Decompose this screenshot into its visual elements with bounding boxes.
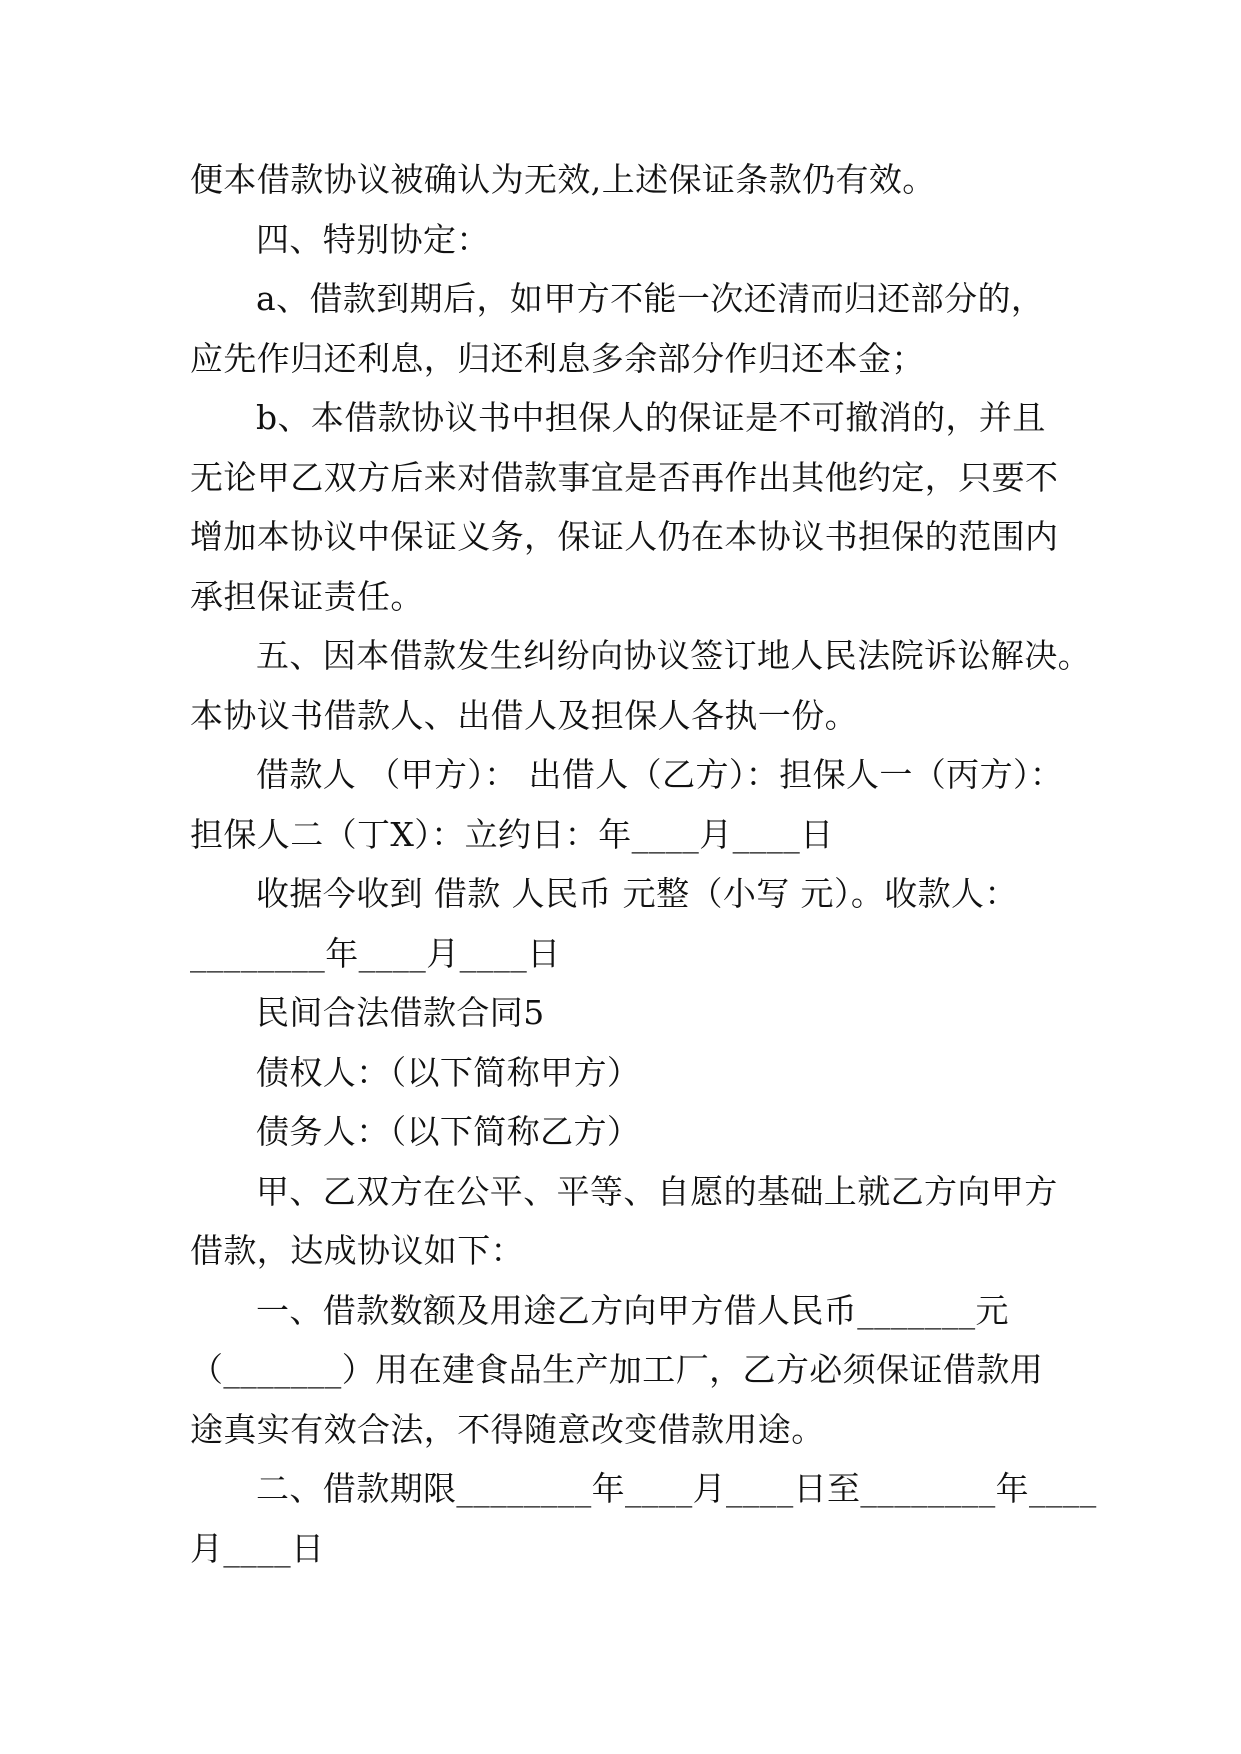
paragraph-line: 月____日 bbox=[190, 1528, 325, 1568]
contract-title: 民间合法借款合同5 bbox=[256, 993, 545, 1032]
paragraph-line: 甲、乙双方在公平、平等、自愿的基础上就乙方向甲方 bbox=[256, 1171, 1058, 1211]
paragraph-line: a、借款到期后，如甲方不能一次还清而归还部分的， bbox=[256, 279, 1045, 318]
receipt-line: 收据今收到 借款 人民币 元整（小写 元）。收款人： bbox=[256, 874, 1018, 913]
debtor-line: 债务人：（以下简称乙方） bbox=[256, 1112, 641, 1151]
paragraph-line: 应先作归还利息，归还利息多余部分作归还本金； bbox=[190, 338, 925, 378]
section-heading: 四、特别协定： bbox=[256, 219, 490, 259]
paragraph-line: 无论甲乙双方后来对借款事宜是否再作出其他约定，只要不 bbox=[190, 457, 1059, 497]
paragraph-line: b、本借款协议书中担保人的保证是不可撤消的，并且 bbox=[256, 398, 1046, 437]
signature-line: 担保人二（丁X）：立约日：年____月____日 bbox=[190, 814, 834, 854]
paragraph-line: 二、借款期限________年____月____日至________年____ bbox=[256, 1469, 1097, 1508]
receipt-date-line: ________年____月____日 bbox=[190, 933, 561, 973]
paragraph-line: 增加本协议中保证义务，保证人仍在本协议书担保的范围内 bbox=[190, 517, 1059, 556]
paragraph-line: 借款，达成协议如下： bbox=[190, 1231, 524, 1270]
paragraph-line: 一、借款数额及用途乙方向甲方借人民币_______元 bbox=[256, 1290, 1009, 1330]
paragraph-line: 便本借款协议被确认为无效,上述保证条款仍有效。 bbox=[190, 160, 936, 199]
paragraph-line: 承担保证责任。 bbox=[190, 576, 424, 616]
paragraph-line: 途真实有效合法，不得随意改变借款用途。 bbox=[190, 1409, 825, 1449]
paragraph-line: 本协议书借款人、出借人及担保人各执一份。 bbox=[190, 695, 858, 735]
paragraph-line: 五、因本借款发生纠纷向协议签订地人民法院诉讼解决。 bbox=[256, 636, 1091, 675]
signature-line: 借款人 （甲方）： 出借人（乙方）：担保人一（丙方）： bbox=[256, 755, 1064, 794]
creditor-line: 债权人：（以下简称甲方） bbox=[256, 1052, 641, 1092]
paragraph-line: （_______）用在建食品生产加工厂，乙方必须保证借款用 bbox=[190, 1350, 1044, 1389]
document-body bbox=[190, 150, 1097, 1578]
